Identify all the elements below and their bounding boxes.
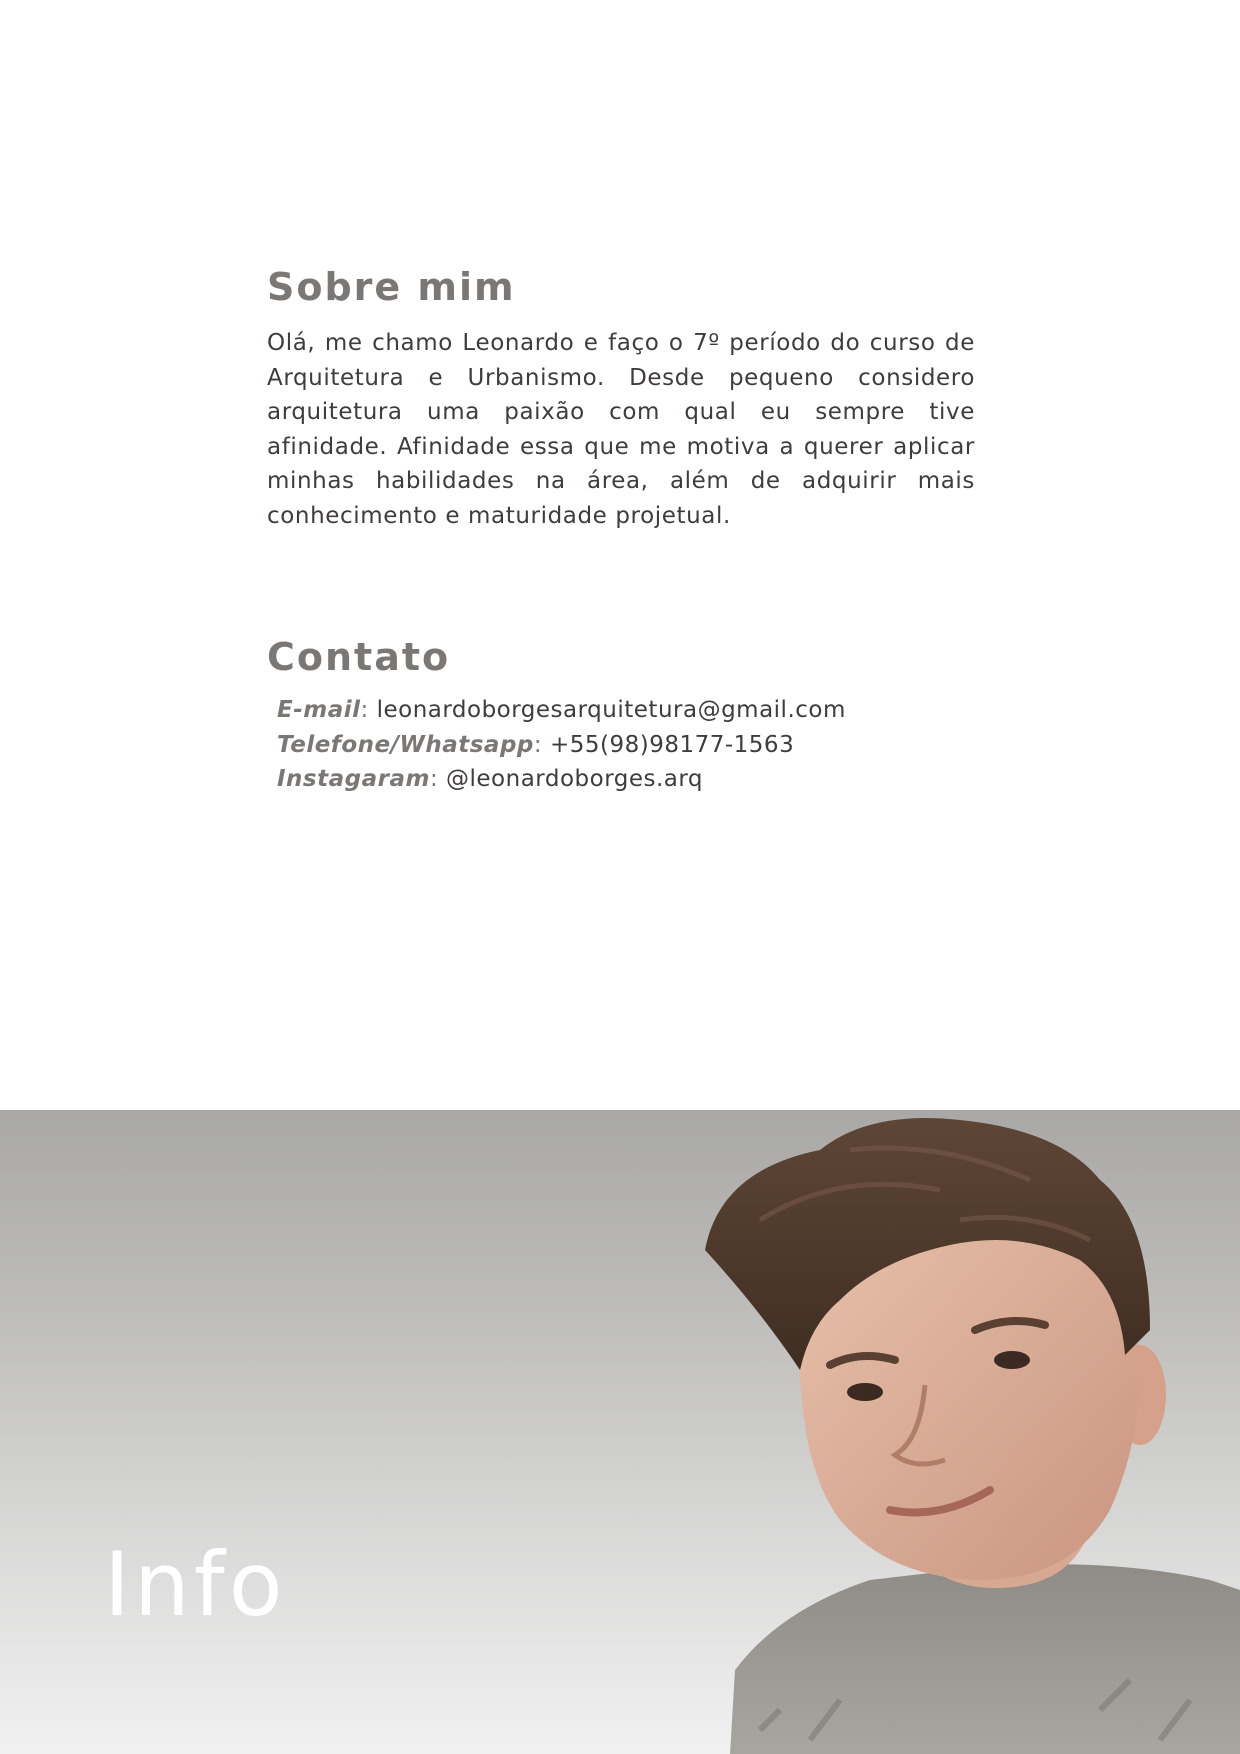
instagram-label: Instagaram <box>277 766 430 792</box>
label-separator: : <box>360 697 377 723</box>
photo-banner <box>0 1110 1240 1754</box>
label-separator: : <box>429 766 447 792</box>
contact-list <box>277 693 846 797</box>
portrait-photo <box>700 1110 1240 1754</box>
contact-row-instagram <box>277 762 846 797</box>
instagram-value: @leonardoborges.arq <box>446 766 704 792</box>
about-heading: Sobre mim <box>267 265 516 309</box>
label-separator: : <box>533 731 550 758</box>
about-section <box>267 262 975 533</box>
about-paragraph: Olá, me chamo Leonardo e faço o 7º período do curso de Arquitetura e Urbanismo. Desde pequeno considero arquitetura uma paixão com qual eu sempre tive afinidade. Afinidade essa que me motiva a querer aplicar minhas habilidades na área, além de adquirir mais conhecimento e maturidade projetual. <box>267 330 975 529</box>
contact-row-email <box>277 693 846 728</box>
email-label: E-mail <box>277 697 361 723</box>
contact-row-phone <box>277 728 846 763</box>
contact-heading: Contato <box>267 635 451 679</box>
email-value: leonardoborgesarquitetura@gmail.com <box>376 697 846 723</box>
phone-label: Telefone/Whatsapp <box>277 731 534 758</box>
phone-value: +55(98)98177-1563 <box>549 731 795 758</box>
info-title: Info <box>104 1533 287 1636</box>
